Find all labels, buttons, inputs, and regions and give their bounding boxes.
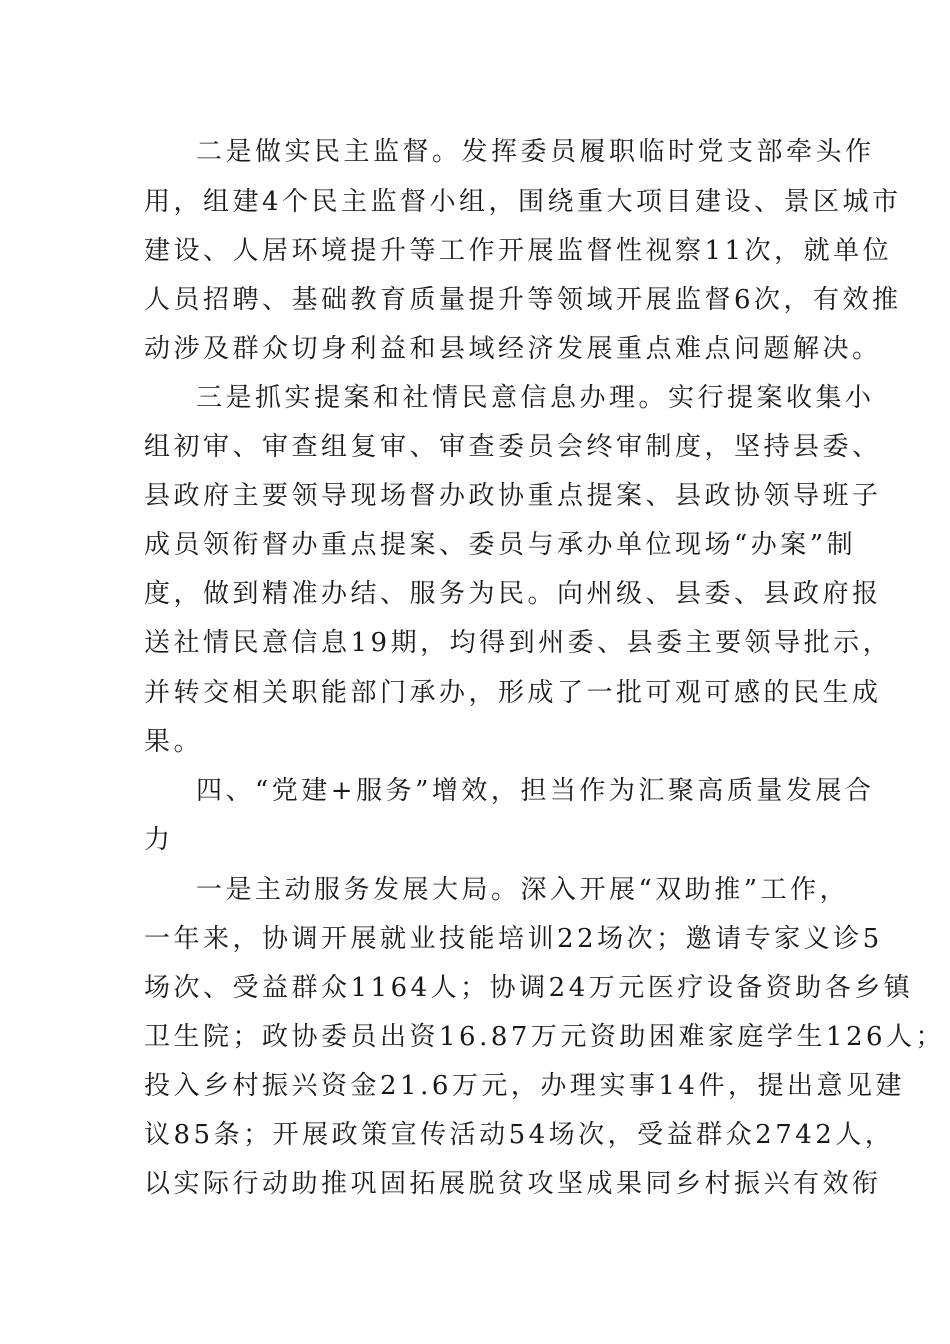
paragraph-2-line-3: 县政府主要领导现场督办政协重点提案、县政协领导班子 [144, 481, 882, 511]
paragraph-2-line-1: 三是抓实提案和社情民意信息办理。实行提案收集小 [196, 383, 875, 413]
paragraph-2-line-2: 组初审、审查组复审、审查委员会终审制度，坚持县委、 [144, 432, 882, 462]
paragraph-2-line-7: 并转交相关职能部门承办，形成了一批可观可感的民生成 [144, 678, 882, 708]
section-heading-4-line-1: 四、“党建+服务”增效，担当作为汇聚高质量发展合 [196, 776, 875, 806]
paragraph-1-line-1: 二是做实民主监督。发挥委员履职临时党支部牵头作 [196, 137, 875, 167]
paragraph-3-line-1: 一是主动服务发展大局。深入开展“双助推”工作， [196, 875, 850, 905]
paragraph-3-line-4: 卫生院；政协委员出资16.87万元资助困难家庭学生126人； [144, 1022, 946, 1052]
paragraph-3-line-7: 以实际行动助推巩固拓展脱贫攻坚成果同乡村振兴有效衔 [144, 1169, 882, 1199]
paragraph-2-line-6: 送社情民意信息19期，均得到州委、县委主要领导批示， [144, 628, 893, 658]
paragraph-2-line-4: 成员领衔督办重点提案、委员与承办单位现场“办案”制 [144, 530, 857, 560]
paragraph-1-line-4: 人员招聘、基础教育质量提升等领域开展监督6次，有效推 [144, 285, 902, 315]
paragraph-1-line-5: 动涉及群众切身利益和县域经济发展重点难点问题解决。 [144, 334, 882, 364]
section-heading-4-line-2: 力 [144, 825, 174, 855]
paragraph-3-line-6: 议85条；开展政策宣传活动54场次，受益群众2742人， [144, 1120, 895, 1150]
paragraph-2-line-8: 果。 [144, 727, 204, 757]
paragraph-1-line-3: 建设、人居环境提升等工作开展监督性视察11次，就单位 [144, 236, 893, 266]
paragraph-3-line-3: 场次、受益群众1164人；协调24万元医疗设备资助各乡镇 [144, 973, 914, 1003]
paragraph-2-line-5: 度，做到精准办结、服务为民。向州级、县委、县政府报 [144, 579, 882, 609]
paragraph-3-line-2: 一年来，协调开展就业技能培训22场次；邀请专家义诊5 [144, 924, 883, 954]
paragraph-3-line-5: 投入乡村振兴资金21.6万元，办理实事14件，提出意见建 [144, 1071, 905, 1101]
paragraph-1-line-2: 用，组建4个民主监督小组，围绕重大项目建设、景区城市 [144, 187, 902, 217]
